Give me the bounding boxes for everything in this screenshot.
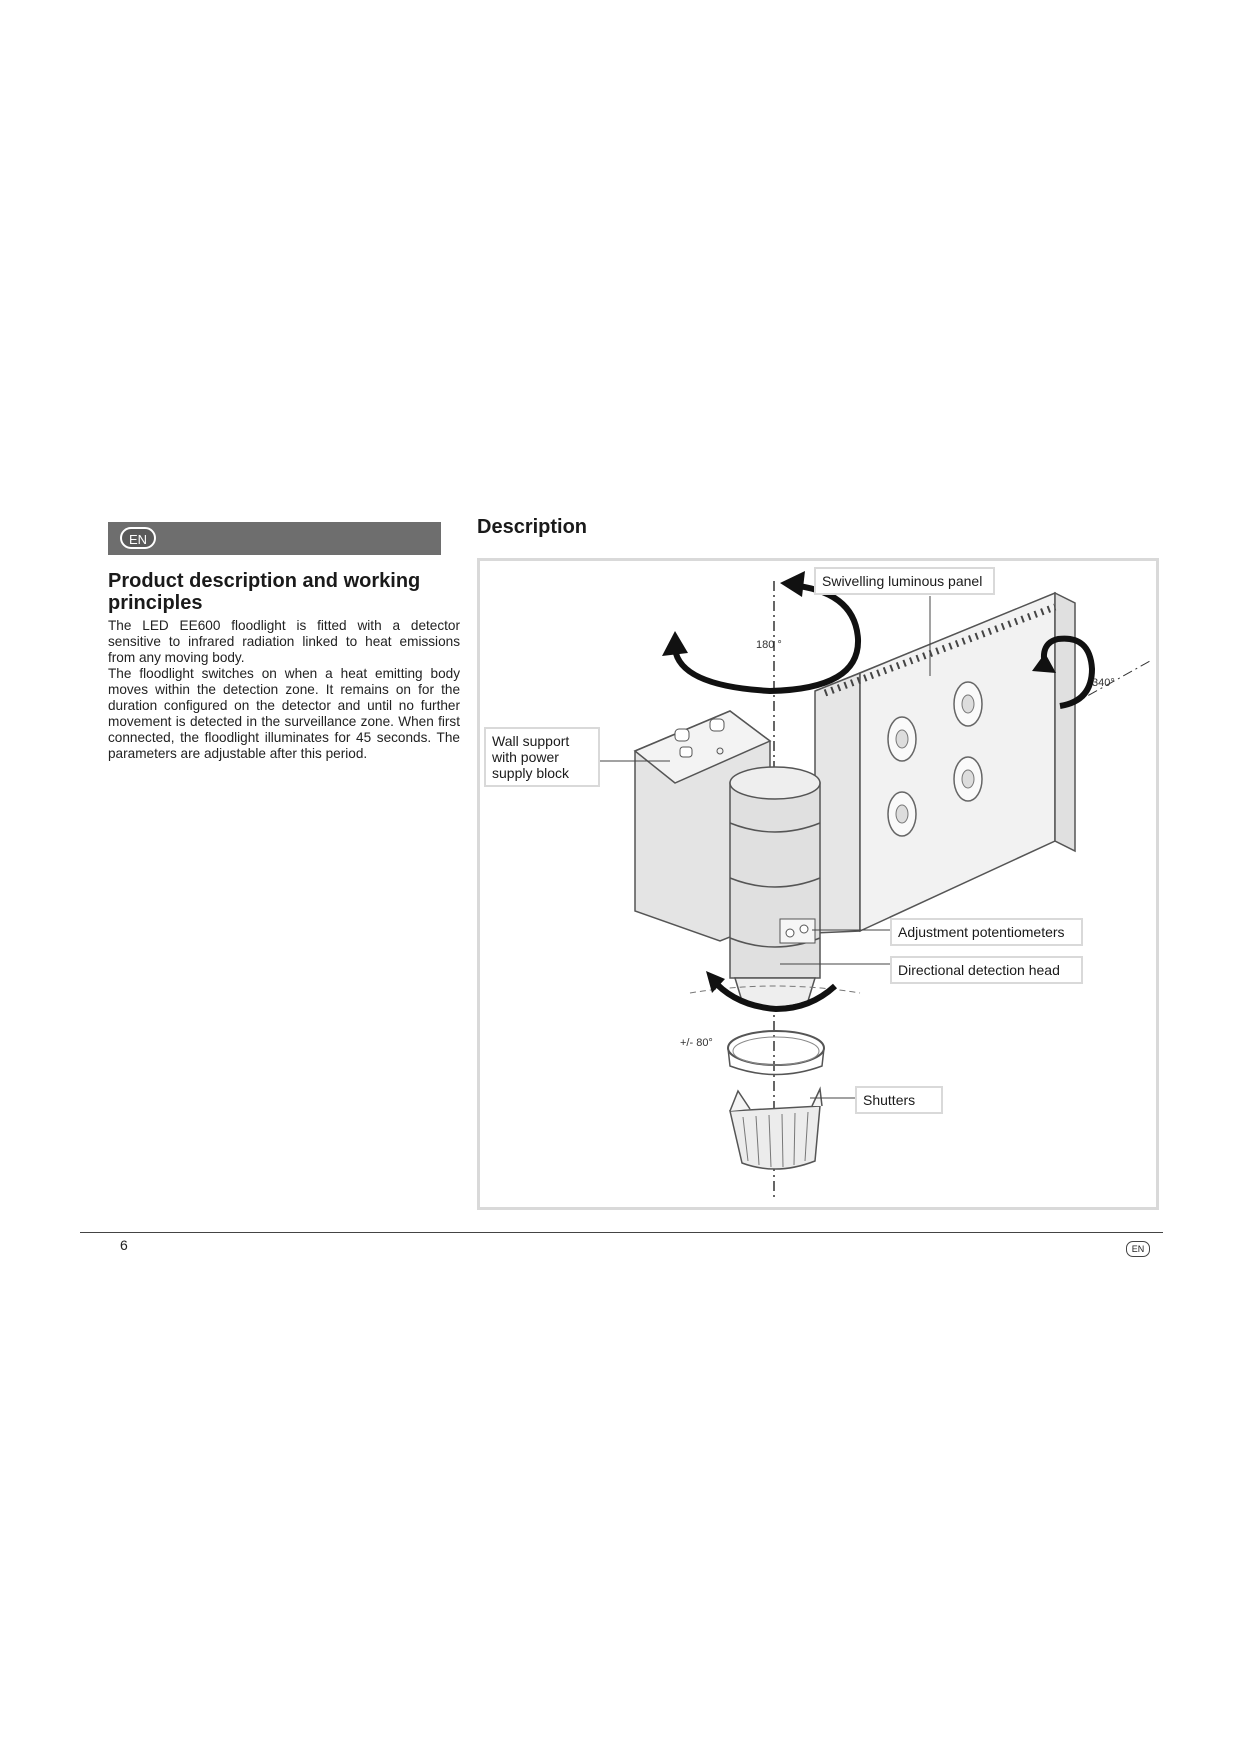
floodlight-illustration [480,561,1156,1207]
label-detection-head: Directional detection head [890,956,1083,984]
detection-ring [728,1031,824,1075]
rotation-arrow-180 [675,585,858,691]
angle-label-340: 340° [1092,677,1115,689]
paragraph-2: The floodlight switches on when a heat emitting body moves within the detection zone. It remains on for the duration configured on the detector and until no further movement is detected in the surveillance zone. When first connected, the floodlight illuminates for 45 seconds. The parameters are adjustable after this period. [108,666,460,761]
label-swivelling-panel: Swivelling luminous panel [814,567,995,595]
label-wall-line-2: with power [492,749,559,765]
shutters-part [730,1089,822,1169]
footer-language-badge: EN [1126,1241,1150,1257]
language-badge: EN [120,527,156,549]
product-diagram [477,558,1159,1210]
luminous-panel [815,593,1075,933]
description-title: Description [477,516,588,538]
label-wall-support [484,727,600,787]
language-bar [108,522,441,555]
footer-rule [80,1232,1163,1233]
angle-label-80: +/- 80° [680,1037,713,1049]
page-number: 6 [120,1237,128,1253]
label-wall-line-1: Wall support [492,733,570,749]
arrow-head-180-top [780,571,805,597]
label-adjustment-potentiometers: Adjustment potentiometers [890,918,1083,946]
arrow-head-180-left [662,631,688,656]
paragraph-1: The LED EE600 floodlight is fitted with a detector sensitive to infrared radiation linked to heat emissions from any moving body. [108,618,460,665]
body-text [108,618,460,762]
label-wall-line-3: supply block [492,765,570,781]
detector-cylinder [730,767,820,1007]
angle-label-180: 180 ° [756,639,782,651]
label-shutters: Shutters [855,1086,943,1114]
section-title: Product description and working principles [108,570,421,614]
